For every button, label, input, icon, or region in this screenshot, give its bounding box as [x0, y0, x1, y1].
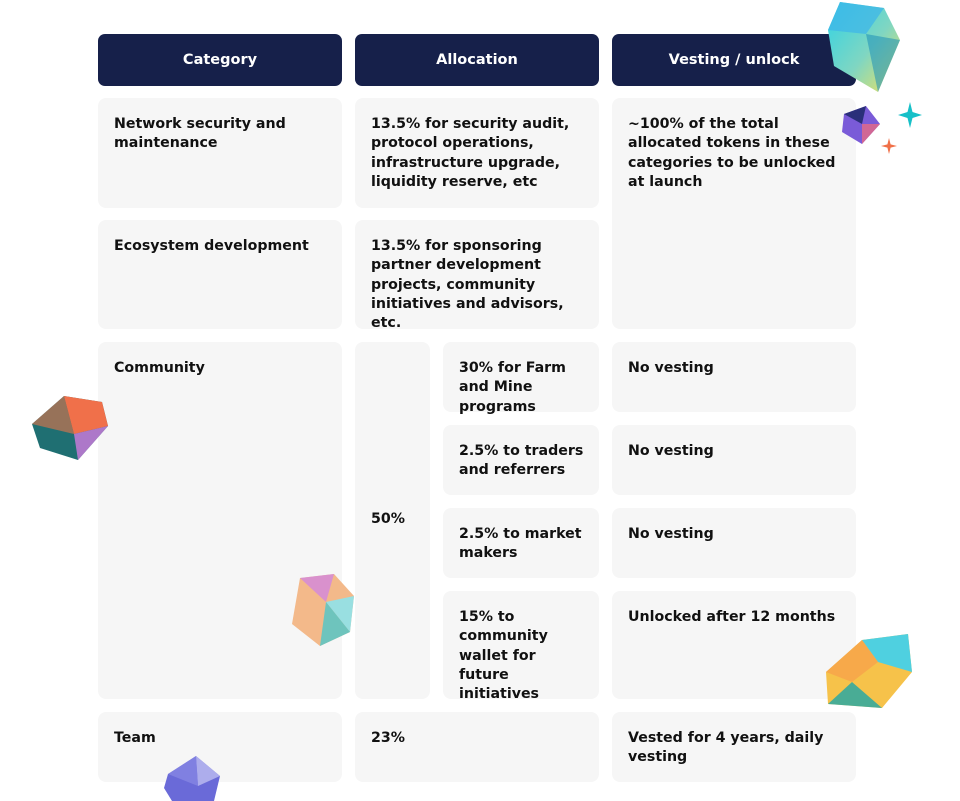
header-allocation: Allocation	[355, 34, 599, 86]
community-sub-vesting	[612, 508, 856, 578]
category-ecosystem	[98, 220, 342, 329]
category-ecosystem-label: Ecosystem development	[114, 238, 309, 254]
allocation-team	[355, 712, 599, 782]
category-network-security-label: Network security and maintenance	[114, 116, 286, 152]
community-sub-allocation-text: 15% to community wallet for future initiatives	[459, 609, 548, 703]
community-sub-vesting-text: Unlocked after 12 months	[628, 609, 836, 625]
gem-decoration-icon	[826, 0, 902, 94]
allocation-team-pct: 23%	[371, 730, 405, 746]
allocation-ecosystem	[355, 220, 599, 332]
community-sub-allocation-text: 2.5% to traders and referrers	[459, 443, 584, 479]
community-sub-allocation	[443, 508, 599, 578]
gem-decoration-icon	[30, 394, 110, 462]
allocation-network-security-text: for security audit, protocol operations, infrastructure upgrade, liquidity reserve, etc	[371, 116, 570, 190]
category-community-label: Community	[114, 360, 205, 376]
community-sub-vesting	[612, 591, 856, 699]
allocation-ecosystem-pct: 13.5%	[371, 238, 421, 254]
gem-decoration-icon	[840, 104, 884, 146]
community-sub-vesting-text: No vesting	[628, 526, 714, 542]
sparkle-icon	[898, 102, 922, 128]
gem-decoration-icon	[162, 756, 222, 801]
community-sub-allocation	[443, 342, 599, 415]
gem-decoration-icon	[822, 632, 914, 714]
allocation-network-security	[355, 98, 599, 208]
allocation-network-security-pct: 13.5%	[371, 116, 421, 132]
header-vesting: Vesting / unlock	[612, 34, 856, 86]
community-sub-allocation	[443, 425, 599, 495]
vesting-launch-unlock	[612, 98, 856, 329]
header-category: Category	[98, 34, 342, 86]
vesting-team-text: Vested for 4 years, daily vesting	[628, 730, 824, 766]
category-team-label: Team	[114, 730, 156, 746]
allocation-community-pct: 50%	[371, 511, 405, 528]
community-sub-vesting	[612, 425, 856, 495]
gem-decoration-icon	[290, 572, 356, 648]
community-sub-allocation-text: 30% for Farm and Mine programs	[459, 360, 566, 415]
community-sub-vesting-text: No vesting	[628, 443, 714, 459]
community-sub-vesting-text: No vesting	[628, 360, 714, 376]
vesting-team	[612, 712, 856, 782]
allocation-community-total	[355, 342, 430, 699]
community-sub-allocation-text: 2.5% to market makers	[459, 526, 582, 562]
sparkle-icon	[881, 138, 897, 154]
community-sub-allocation	[443, 591, 599, 703]
vesting-launch-unlock-text: ~100% of the total allocated tokens in these categories to be unlocked at launch	[628, 116, 836, 190]
allocation-ecosystem-text: for sponsoring partner development projects, community initiatives and advisors, etc.	[371, 238, 564, 332]
category-network-security	[98, 98, 342, 208]
community-sub-vesting	[612, 342, 856, 412]
